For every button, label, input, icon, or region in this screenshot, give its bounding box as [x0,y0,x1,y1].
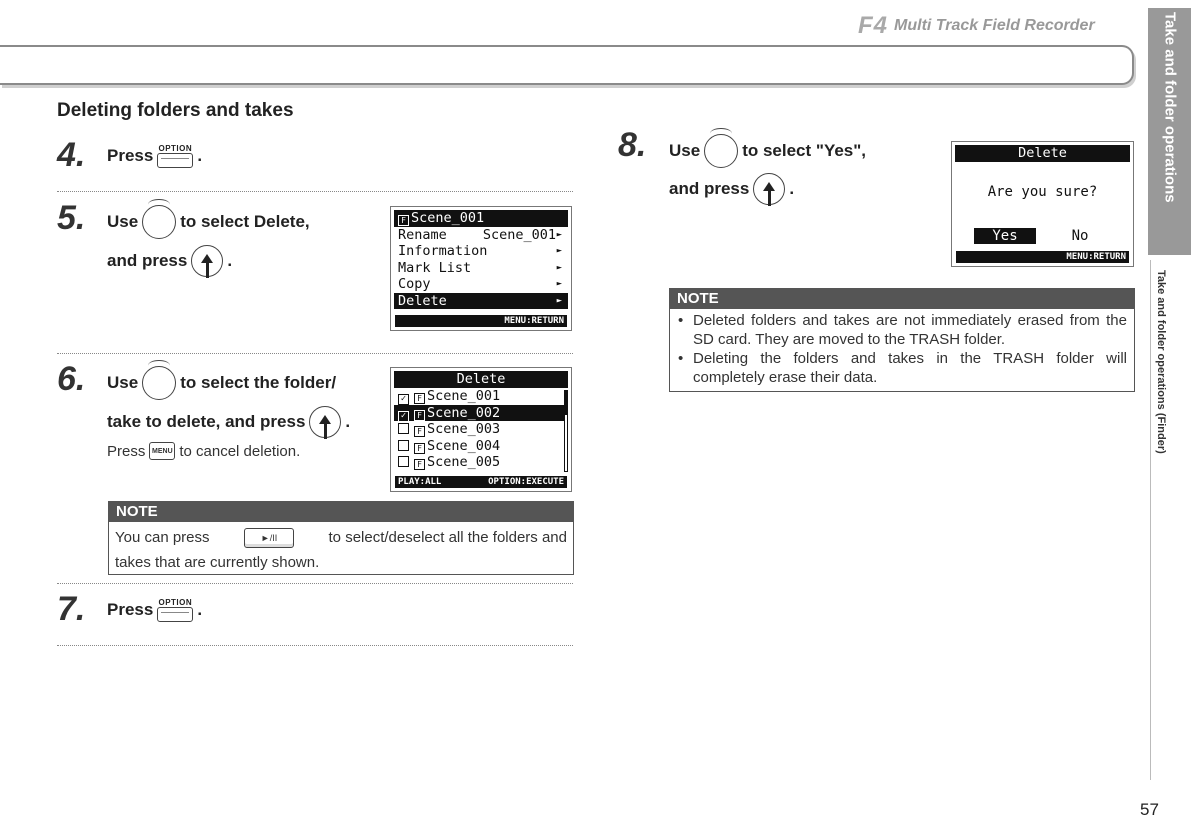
step-6-text-a: Use [107,373,139,392]
step-6-line-2 [107,406,350,438]
arrow-right-icon: ► [556,295,562,306]
lcd-menu-row-label: Rename [398,226,447,243]
step-6-line-3 [107,442,300,460]
lcd-list-row-name: Scene_005 [427,454,501,470]
lcd-menu-row-value: Scene_001 [482,226,556,243]
folder-icon: F [414,459,425,470]
lcd-scrollbar [564,390,568,472]
lcd-confirm-title: Delete [955,145,1130,162]
lcd-list-footer-left: PLAY:ALL [398,477,442,487]
lcd-list-row-name: Scene_002 [427,404,501,421]
arrow-right-icon: ► [556,246,562,256]
lcd-list-row [394,388,568,405]
note-2-list [676,311,1127,387]
lcd-confirm-no: No [1071,228,1089,244]
folder-icon: F [398,215,409,226]
folder-icon: F [414,393,425,404]
step-divider [57,191,573,192]
step-8-line-1 [669,134,866,168]
lcd-list-title: Delete [394,371,568,388]
lcd-menu-row [394,260,568,277]
lcd-list-row-name: Scene_004 [427,437,501,454]
section-title: Deleting folders and takes [57,100,294,121]
play-pause-button-icon: ►/II [244,528,294,548]
step-8-text-a: Use [669,141,701,160]
step-5-number: 5. [57,199,86,237]
option-button-shape [157,153,193,168]
step-8-text-b: to select "Yes", [742,141,867,160]
lcd-list-row-name: Scene_001 [427,388,501,404]
checkbox-checked-icon: ✓ [398,394,409,405]
step-7-text [107,598,202,622]
step-6-text-f: to cancel deletion. [179,442,301,460]
option-button-icon [157,144,193,168]
step-8-text-d: . [789,179,795,198]
step-6-number: 6. [57,360,86,398]
dial-icon [142,205,176,239]
side-tab-label: Take and folder operations [1161,12,1179,203]
f4-logo: F4 [858,12,889,39]
step-divider [57,353,573,354]
step-5-text-c: and press [107,251,188,270]
checkbox-unchecked-icon [398,440,409,451]
press-dial-icon [753,173,785,205]
folder-icon: F [414,410,425,421]
dial-icon [704,134,738,168]
step-6-text-b: to select the folder/ [180,373,337,392]
lcd-list-row-selected [394,405,568,422]
lcd-menu-row [394,227,568,244]
step-7-number: 7. [57,590,86,628]
side-divider [1150,260,1151,780]
lcd-menu-row-label: Delete [398,292,447,309]
side-sub-label: Take and folder operations (Finder) [1155,270,1167,454]
press-dial-icon [191,245,223,277]
note-1-text-a: You can press [115,529,210,546]
arrow-right-icon: ► [556,262,562,273]
lcd-menu-row-label: Copy [398,276,431,292]
lcd-menu-row-label: Information [398,243,488,259]
option-button-shape [157,607,193,622]
step-7-text-b: . [197,600,203,619]
lcd-menu-row-label: Mark List [398,259,472,276]
lcd-list-row [394,421,568,438]
step-5-text-b: to select Delete, [180,212,310,231]
menu-button-icon: MENU [149,442,175,460]
step-5-text-a: Use [107,212,139,231]
lcd-list-row [394,438,568,455]
lcd-list-row-name: Scene_003 [427,421,501,437]
step-6-text-e: Press [107,442,146,460]
lcd-list-footer [395,476,567,488]
step-7-text-a: Press [107,600,154,619]
lcd-confirm-screen [951,141,1134,267]
lcd-menu-row [394,276,568,293]
checkbox-unchecked-icon [398,423,409,434]
step-4-number: 4. [57,136,86,174]
header-subtitle: Multi Track Field Recorder [894,17,1095,34]
step-5-line-1 [107,205,310,239]
step-8-line-2 [669,173,794,205]
page-number: 57 [1140,800,1159,819]
note-1-title: NOTE [109,502,573,522]
step-4-text [107,144,202,168]
checkbox-checked-icon: ✓ [398,411,409,422]
lcd-confirm-question: Are you sure? [987,184,1098,200]
lcd-confirm-yes: Yes [974,228,1036,244]
lcd-delete-list-screen [390,367,572,492]
option-button-label: OPTION [158,144,193,153]
note-1-line-2: takes that are currently shown. [115,554,320,571]
checkbox-unchecked-icon [398,456,409,467]
step-8-text-c: and press [669,179,750,198]
arrow-right-icon: ► [556,279,562,289]
note-2-item: • Deleting the folders and takes in the TRASH folder will completely erase their data. [676,349,1127,387]
note-2-item: • Deleted folders and takes are not immediately erased from the SD card. They are moved to the TRASH folder. [676,311,1127,349]
step-divider [57,583,573,584]
note-2-title: NOTE [670,289,1134,309]
note-box-2 [669,288,1135,392]
note-1-text-b: to select/deselect all the folders and [328,529,567,546]
lcd-list-footer-right: OPTION:EXECUTE [488,477,564,487]
step-divider [57,645,573,646]
option-button-label: OPTION [158,598,193,607]
step-5-text-d: . [227,251,233,270]
press-dial-icon [309,406,341,438]
lcd-confirm-footer-text: MENU:RETURN [1066,252,1126,262]
step-6-text-c: take to delete, and press [107,412,306,431]
header-bar [0,45,1134,85]
option-button-icon [157,598,193,622]
folder-icon: F [414,426,425,437]
lcd-menu-footer [395,315,567,327]
step-4-text-b: . [197,146,203,165]
lcd-menu-footer-text: MENU:RETURN [504,316,564,326]
lcd-menu-title-row [394,210,568,227]
header-logo [858,12,1095,40]
dial-icon [142,366,176,400]
step-5-line-2 [107,245,232,277]
step-4-text-a: Press [107,146,154,165]
arrow-right-icon: ► [556,229,562,240]
note-box-1 [108,501,574,575]
note-1-body [109,522,573,579]
lcd-menu-title: Scene_001 [411,210,485,226]
folder-icon: F [414,443,425,454]
lcd-menu-row [394,243,568,260]
lcd-menu-screen [390,206,572,331]
lcd-confirm-footer [956,251,1129,263]
step-8-number: 8. [618,126,647,164]
lcd-menu-row-selected [394,293,568,310]
note-2-body [670,309,1134,390]
step-6-text-d: . [345,412,351,431]
step-6-line-1 [107,366,336,400]
lcd-list-row [394,454,568,471]
note-1-line-1 [115,526,567,550]
